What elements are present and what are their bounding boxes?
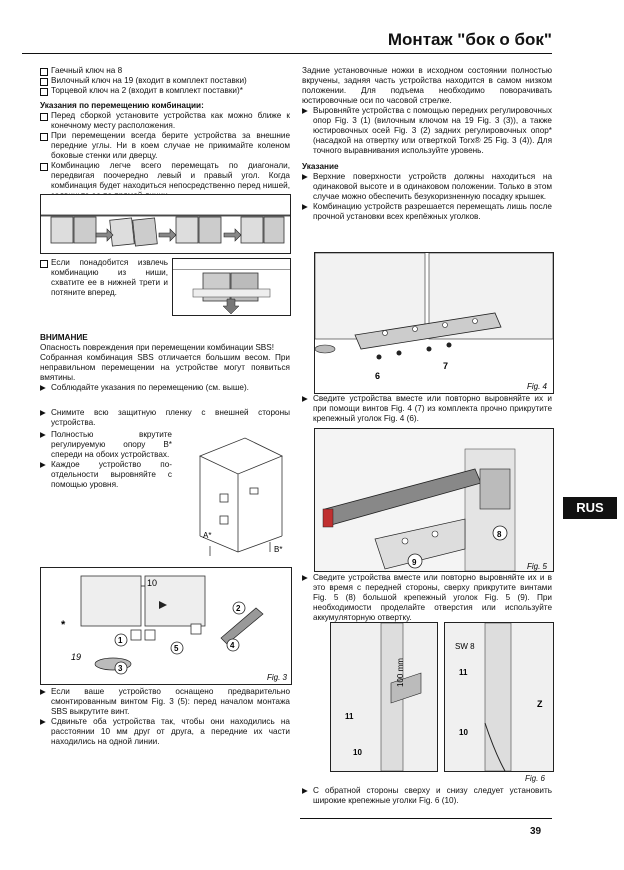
fig3-star: * — [61, 619, 66, 631]
feet-drawing — [190, 428, 290, 560]
step-item: ▶ Снимите всю защитную пленку с внешней стороны устройства. — [40, 408, 290, 428]
fig6-instruction: ▶ С обратной стороны сверху и снизу следует установить широкие крепежные уголки Fig. 6 (10). — [302, 786, 552, 806]
right-column — [302, 66, 552, 222]
move-item: Перед сборкой установите устройства как можно ближе к конечному месту расположения. — [40, 111, 290, 131]
tool-item: Торцевой ключ на 2 (входит в комплект поставки)* — [40, 86, 290, 96]
fig3-label: Fig. 3 — [267, 673, 288, 682]
note-item: ▶ Комбинацию устройств разрешается перемещать лишь после прочной установки всех крепёжных уголков. — [302, 202, 552, 222]
instruction-item: ▶ Если ваше устройство оснащено предварительно смонтированным винтом Fig. 3 (5): перед началом монтажа SBS выкрутите винт. — [40, 687, 290, 717]
fig3-wrench: 19 — [71, 652, 82, 662]
figure-4-drawing — [315, 253, 553, 393]
fig3-num-3: 3 — [118, 664, 123, 673]
steps-block — [40, 430, 172, 490]
fig4-num-6: 6 — [375, 371, 381, 381]
fig6-label: Fig. 6 — [525, 774, 546, 783]
foot-label-a: A* — [203, 531, 212, 540]
left-column — [40, 66, 290, 201]
moving-sequence-drawing — [41, 195, 290, 253]
fig5-instruction-block — [302, 573, 552, 623]
fig3-num-1: 1 — [118, 636, 123, 645]
fig6-num-10-right: 10 — [459, 728, 468, 737]
footer-rule — [300, 818, 552, 819]
figure-6-left — [330, 622, 438, 772]
figure-6-left-drawing — [331, 623, 437, 771]
tool-item: Гаечный ключ на 8 — [40, 66, 290, 76]
figure-niche-pull — [172, 258, 291, 316]
fig6-sw: SW 8 — [455, 642, 475, 651]
figure-3 — [40, 567, 292, 685]
figure-4 — [314, 252, 554, 394]
attention-block — [40, 330, 290, 393]
figure-moving-sequence — [40, 194, 291, 254]
fig3-dim: 10 — [147, 578, 158, 588]
note-heading: Указание — [302, 162, 339, 171]
attention-instruction: ▶ Соблюдайте указания по перемещению (см. выше). — [40, 383, 290, 393]
figure-5-drawing — [315, 429, 553, 571]
move-item: При перемещении всегда берите устройства за внешние передние углы. Ни в коем случае не прикимайте коленом боковые стенки или дверцу. — [40, 131, 290, 161]
header-rule — [22, 53, 552, 54]
figure-feet — [190, 428, 290, 560]
attention-text: Опасность повреждения при перемещении комбинации SBS! — [40, 343, 274, 352]
fig6-num-11-right: 11 — [459, 668, 468, 677]
fig5-num-9: 9 — [412, 558, 417, 567]
attention-heading: ВНИМАНИЕ — [40, 333, 88, 342]
instruction-item: ▶ Сдвиньте оба устройства так, чтобы они находились на расстоянии 10 мм друг от друга, а передние их части находились на одной линии. — [40, 717, 290, 747]
fig4-instruction: ▶ Сведите устройства вместе или повторно выровняйте их и при помощи винтов Fig. 4 (7) из комплекта прочно прикрутите крепежный уголок Fig. 4 (6). — [302, 394, 552, 424]
feet-paragraph: Задние установочные ножки в исходном состоянии полностью вкручены, задняя часть устройства находится в самом низком положении. Для подъема необходимо поворачивать юстировочные оси по часовой стрелке. — [302, 66, 552, 105]
figure-6-right — [444, 622, 554, 772]
fig3-num-2: 2 — [236, 604, 241, 613]
align-instruction: ▶ Выровняйте устройства с помощью передних регулировочных опор Fig. 3 (1) (вилочным ключом на 19 Fig. 3 (3)), а также юстировочных осей Fig. 3 (2) задних регулировочных опор* (насадкой на отвертку или отверткой Torx® 25 Fig. 3 (4)). Для точного выравнивания используйте уровень. — [302, 106, 552, 156]
fig5-num-8: 8 — [497, 530, 502, 539]
step-item: ▶ Полностью вкрутите регулируемую опору B* спереди на обоих устройствах. — [40, 430, 172, 460]
attention-text: Собранная комбинация SBS отличается большим весом. При неправильном перемещении на устройстве могут появиться вмятины. — [40, 353, 290, 382]
step-first — [40, 408, 290, 428]
niche-item: Если понадобится извлечь комбинацию из ниши, схватите ее в нижней трети и потяните вперед. — [40, 258, 168, 298]
language-tab: RUS — [563, 497, 617, 519]
fig5-instruction: ▶ Сведите устройства вместе или повторно выровняйте их и в это время с передней стороны, сверху прикрутите винтами Fig. 5 (8) большой крепежный уголок Fig. 5 (9). При необходимости проделайте отверстия или используйте аккумуляторную отвертку. — [302, 573, 552, 623]
after-fig3-block — [40, 687, 290, 747]
fig6-instruction-block — [302, 786, 552, 806]
page-title: Монтаж "бок о бок" — [387, 30, 552, 49]
fig3-num-4: 4 — [230, 641, 235, 650]
figure-3-drawing — [41, 568, 291, 684]
move-heading: Указания по перемещению комбинации: — [40, 101, 204, 110]
fig5-label: Fig. 5 — [527, 562, 548, 571]
fig4-num-7: 7 — [443, 361, 449, 371]
fig4-instruction-block — [302, 394, 552, 424]
page-number: 39 — [530, 826, 542, 837]
fig6-num-10-left: 10 — [353, 748, 362, 757]
move-item: Комбинацию легче всего перемещать по диагонали, передвигая поочередно левый и правый угол. Когда комбинация будет находиться непосредственно перед нишей, — [40, 161, 290, 201]
fig3-num-5: 5 — [174, 644, 179, 653]
tool-item: Вилочный ключ на 19 (входит в комплект поставки) — [40, 76, 290, 86]
fig6-num-11-left: 11 — [345, 712, 354, 721]
fig6-z: Z — [537, 699, 543, 709]
step-item: ▶ Каждое устройство по- отдельности выровняйте с помощью уровня. — [40, 460, 172, 490]
figure-5 — [314, 428, 554, 572]
note-item: ▶ Верхние поверхности устройств должны находиться на одинаковой высоте и в одинаковом положении. Только в этом случае можно обеспечить безукоризненную посадку крышек. — [302, 172, 552, 202]
figure-6-right-drawing — [445, 623, 553, 771]
foot-label-b: B* — [274, 545, 283, 554]
fig6-mm: 100 mm — [396, 658, 405, 687]
niche-text-block — [40, 258, 168, 298]
fig4-label: Fig. 4 — [527, 382, 548, 391]
niche-pull-drawing — [173, 259, 290, 315]
